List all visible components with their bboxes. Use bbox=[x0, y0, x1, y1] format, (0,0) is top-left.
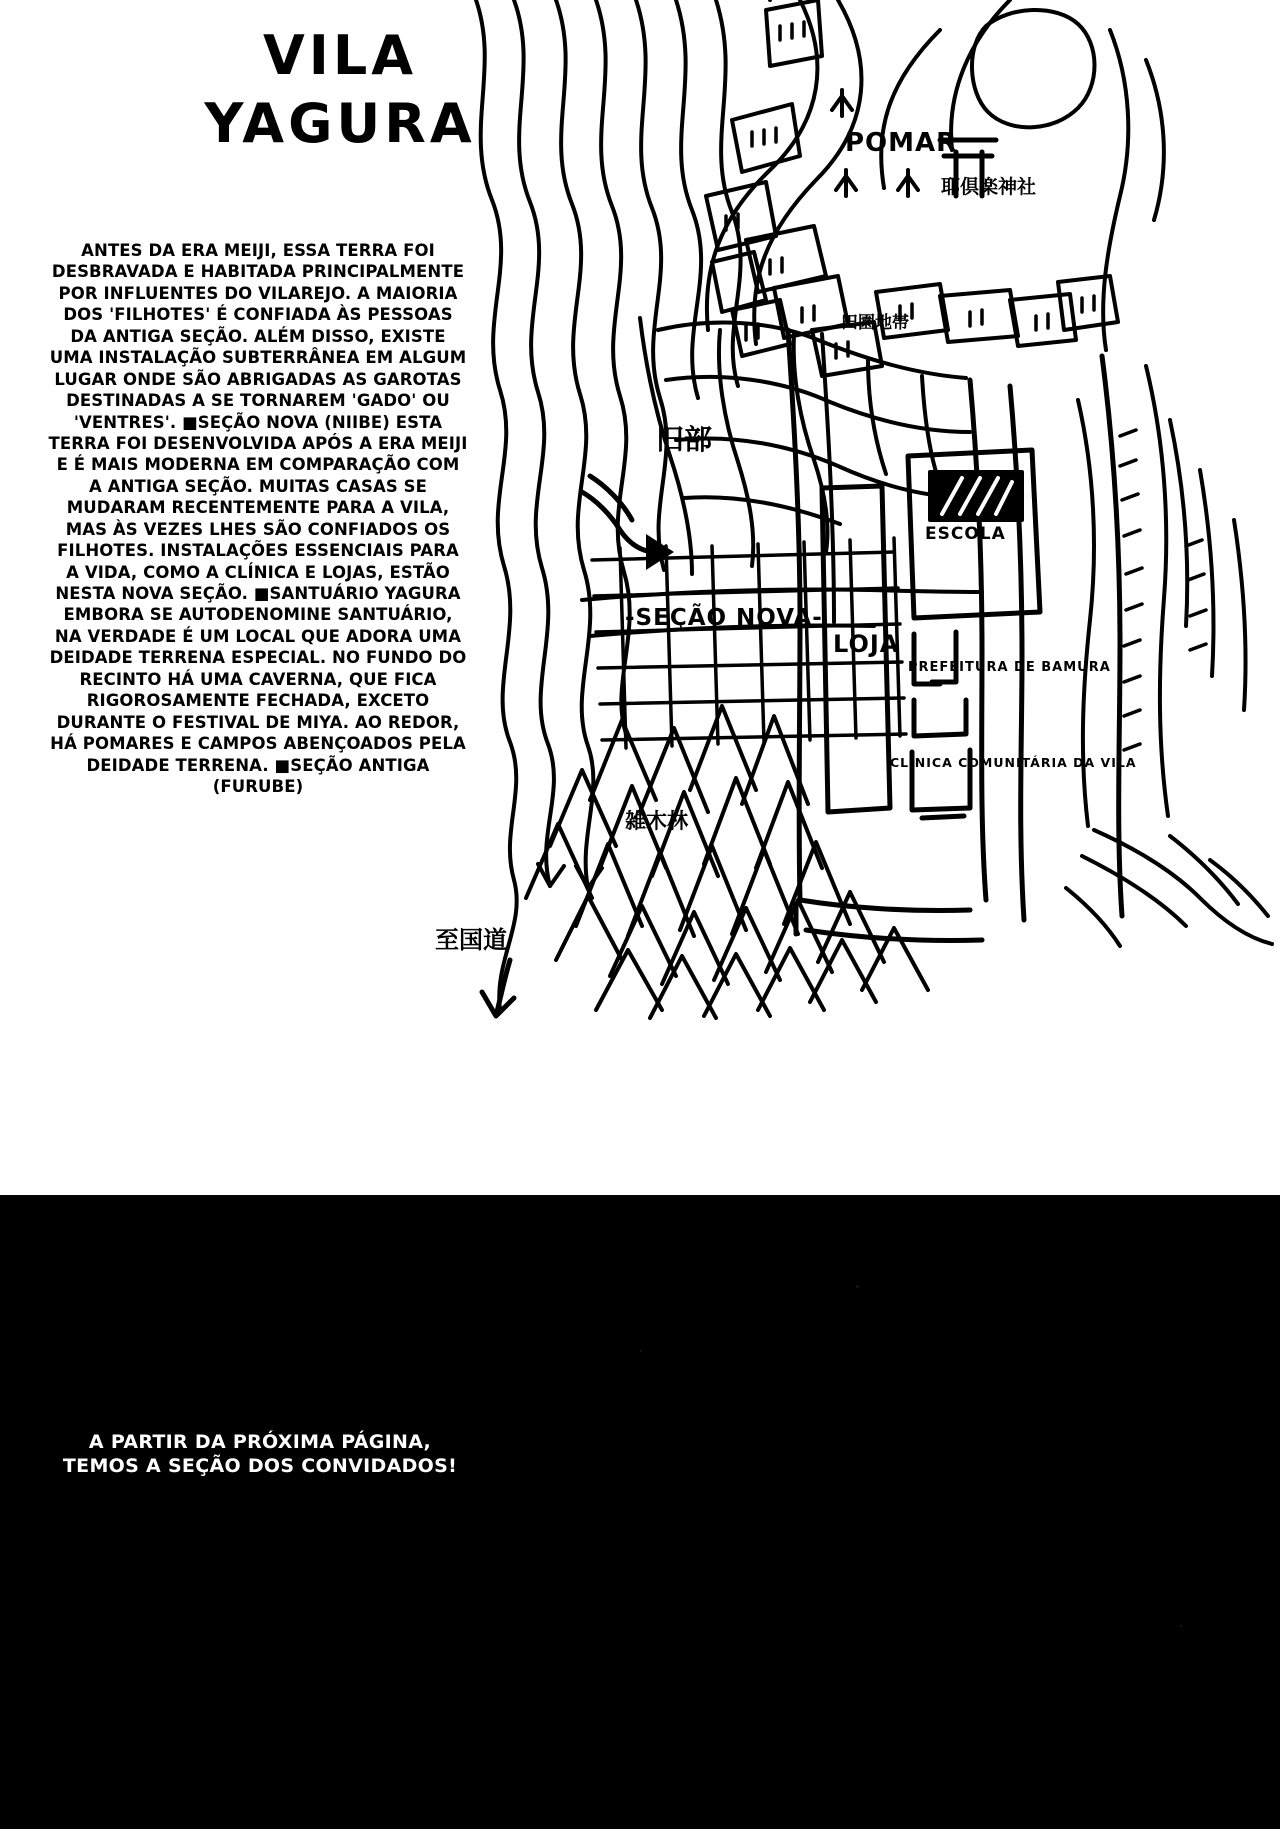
map-label-city-hall: PREFEITURA DE BAMURA bbox=[908, 660, 1111, 675]
map-label-to-highway: 至国道 bbox=[435, 926, 507, 954]
map-label-old-section: 旧部 bbox=[656, 423, 713, 456]
map-label-orchard: POMAR bbox=[845, 128, 958, 158]
next-page-note: A PARTIR DA PRÓXIMA PÁGINA, TEMOS A SEÇÃO DOS CONVIDADOS! bbox=[62, 1431, 458, 1478]
next-page-panel bbox=[0, 1195, 1280, 1829]
description-text: ANTES DA ERA MEIJI, ESSA TERRA FOI DESBRAVADA E HABITADA PRINCIPALMENTE POR INFLUENTES DO VILAREJO. A MAIORIA DOS 'FILHOTES' É CONFIADA ÀS PESSOAS DA ANTIGA SEÇÃO. ALÉM DISSO, EXISTE UMA INSTALAÇÃO SUBTERRÂNEA EM ALGUM LUGAR ONDE SÃO ABRIGADAS AS GAROTAS DESTINADAS A SE TORNAREM 'GADO' OU 'VENTRES'. ■SEÇÃO NOVA (NIIBE) ESTA TERRA FOI DESENVOLVIDA APÓS A ERA MEIJI E É MAIS MODERNA EM COMPARAÇÃO COM A ANTIGA SEÇÃO. MUITAS CASAS SE MUDARAM RECENTEMENTE PARA A VILA, MAS ÀS VEZES LHES SÃO CONFIADOS OS FILHOTES. INSTALAÇÕES ESSENCIAIS PARA A VIDA, COMO A CLÍNICA E LOJAS, ESTÃO NESTA NOVA SEÇÃO. ■SANTUÁRIO YAGURA EMBORA SE AUTODENOMINE SANTUÁRIO, NA VERDADE É UM LOCAL QUE ADORA UMA DEIDADE TERRENA ESPECIAL. NO FUNDO DO RECINTO HÁ UMA CAVERNA, QUE FICA RIGOROSAMENTE FECHADA, EXCETO DURANTE O FESTIVAL DE MIYA. AO REDOR, HÁ POMARES E CAMPOS ABENÇOADOS PELA DEIDADE TERRENA. ■SEÇÃO ANTIGA (FURUBE) bbox=[48, 241, 468, 796]
map-label-new-section: -SEÇÃO NOVA- bbox=[625, 605, 823, 631]
map-label-woods: 雑木林 bbox=[625, 809, 688, 833]
map-label-shrine: 耶倶楽神社 bbox=[941, 176, 1037, 198]
page-title-line1: VILA bbox=[262, 24, 418, 87]
village-map bbox=[435, 0, 1280, 1150]
map-label-farmland: 田園地帯 bbox=[841, 313, 909, 333]
map-drawing bbox=[470, 0, 1280, 1160]
map-label-school: ESCOLA bbox=[925, 524, 1006, 544]
map-label-clinic: CLÍNICA COMUNITÁRIA DA VILA bbox=[890, 755, 1137, 770]
map-label-store: LOJA bbox=[833, 630, 900, 658]
page-title-line2: YAGURA bbox=[204, 91, 476, 155]
